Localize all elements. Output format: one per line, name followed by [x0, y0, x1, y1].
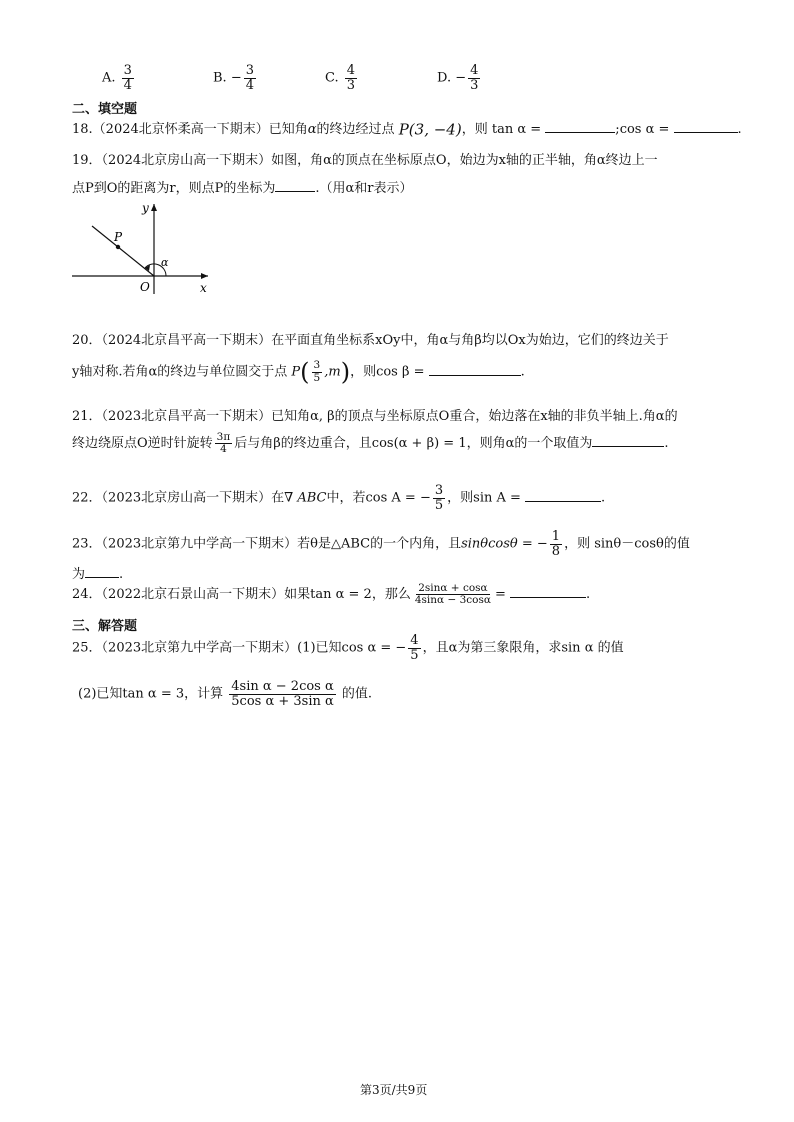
answer-blank	[429, 363, 521, 376]
q17-option-d: D. − $\frac{4}{3}$	[437, 63, 479, 93]
question-20-line-2: y轴对称.若角α的终边与单位圆交于点 P( $\frac{3}{5}$ ,m)，则cos β = .	[72, 358, 525, 386]
question-19-line-1: 19．（2024北京房山高一下期末）如图，角α的顶点在坐标原点O，始边为x轴的正半轴，角α终边上一	[72, 153, 658, 168]
q17-option-b: B. − $\frac{3}{4}$	[213, 63, 255, 93]
angle-diagram	[68, 198, 218, 298]
section-heading-solutions: 三、解答题	[72, 619, 138, 634]
answer-blank	[85, 565, 119, 578]
x-axis-arrow	[201, 273, 208, 279]
question-24: 24．（2022北京石景山高一下期末）如果tan α = 2，那么 $\frac{2\sin\alpha + \cos\alpha}{4\sin\alpha - 3\cos\alpha}$ = .	[72, 582, 591, 607]
question-21-line-2: 终边绕原点O逆时针旋转 $\frac{3\pi}{4}$ 后与角β的终边重合，且cos(α + β) = 1，则角α的一个取值为 .	[72, 431, 669, 456]
label-o: O	[140, 280, 150, 294]
question-20-line-1: 20．（2024北京昌平高一下期末）在平面直角坐标系xOy中，角α与角β均以Ox为始边，它们的终边关于	[72, 333, 669, 348]
question-18: 18.（2024北京怀柔高一下期末）已知角α的终边经过点 P(3, −4)，则 tan α = ;cos α = .	[72, 120, 742, 139]
answer-blank	[510, 585, 586, 598]
answer-blank	[592, 434, 664, 447]
question-19-line-2: 点P到O的距离为r，则点P的坐标为 .（用α和r表示）	[72, 181, 413, 196]
question-21-line-1: 21．（2023北京昌平高一下期末）已知角α, β的顶点与坐标原点O重合，始边落在x轴的非负半轴上.角α的	[72, 409, 678, 424]
label-alpha: α	[161, 256, 169, 269]
question-25-part-2: (2)已知tan α = 3，计算 $\frac{\text{4sin α − 2cos α}}{\text{5cos α + 3sin α}}$ 的值.	[78, 679, 373, 709]
terminal-side	[92, 226, 154, 276]
label-p: P	[114, 230, 123, 244]
answer-blank	[674, 120, 738, 133]
page-footer: 第3页/共9页	[360, 1083, 428, 1097]
section-heading-fill-blank: 二、填空题	[72, 102, 138, 117]
label-x: x	[200, 281, 207, 295]
question-22: 22．（2023北京房山高一下期末）在∇ ABC中，若cos A = − $\frac{3}{5}$ ，则sin A = .	[72, 483, 606, 513]
label-y: y	[142, 201, 149, 215]
question-23-line-1: 23．（2023北京第九中学高一下期末）若θ是△ABC的一个内角，且sinθcosθ = − $\frac{1}{8}$ ，则 sinθ－cosθ的值	[72, 529, 690, 559]
answer-blank	[525, 489, 601, 502]
q17-option-a: A. $\frac{3}{4}$	[102, 63, 132, 93]
y-axis-arrow	[151, 204, 157, 211]
question-25-part-1: 25．（2023北京第九中学高一下期末）(1)已知cos α = − $\frac{4}{5}$ ，且α为第三象限角，求sin α 的值	[72, 633, 624, 663]
answer-blank	[275, 179, 315, 192]
point-p	[116, 245, 120, 249]
question-23-line-2: 为 .	[72, 567, 124, 582]
q17-option-c: C. $\frac{4}{3}$	[325, 63, 356, 93]
answer-blank	[545, 120, 615, 133]
